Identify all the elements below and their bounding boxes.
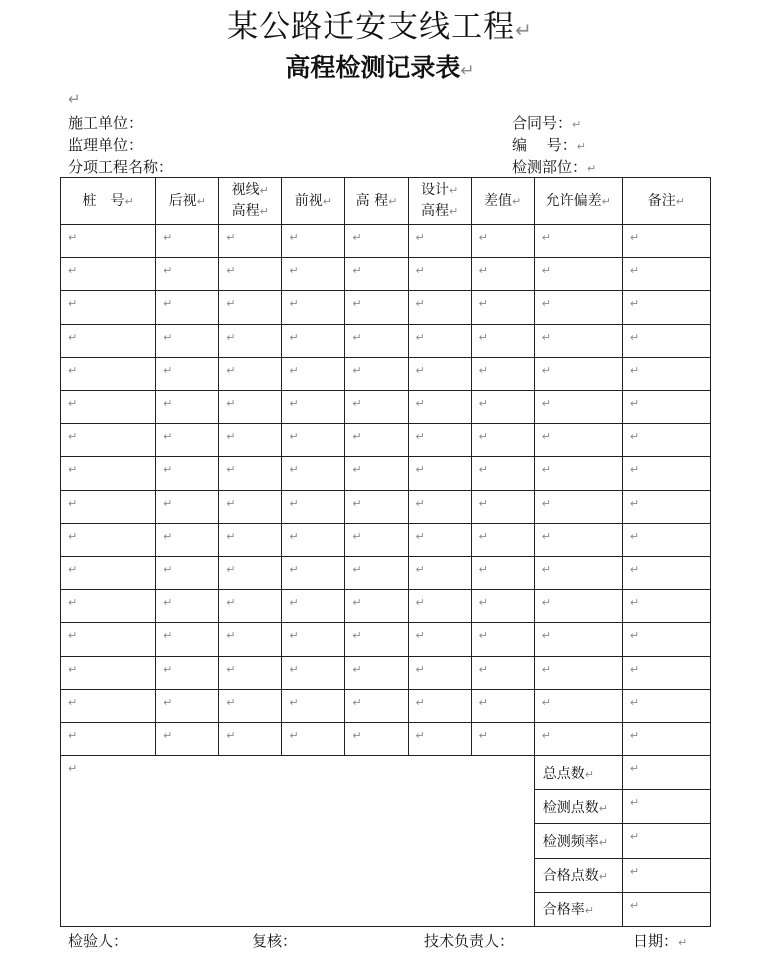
- construction-unit-label: 施工单位：: [68, 114, 144, 132]
- table-cell[interactable]: ↵: [61, 291, 156, 324]
- table-cell[interactable]: ↵: [534, 689, 622, 722]
- table-cell[interactable]: ↵: [471, 357, 534, 390]
- table-cell[interactable]: ↵: [471, 723, 534, 756]
- table-cell[interactable]: ↵: [471, 324, 534, 357]
- table-cell[interactable]: ↵: [471, 523, 534, 556]
- table-cell[interactable]: ↵: [282, 490, 345, 523]
- table-cell[interactable]: ↵: [282, 623, 345, 656]
- table-cell[interactable]: ↵: [345, 291, 408, 324]
- table-cell[interactable]: ↵: [61, 258, 156, 291]
- table-cell[interactable]: ↵: [219, 557, 282, 590]
- table-cell[interactable]: ↵: [61, 656, 156, 689]
- table-cell[interactable]: ↵: [534, 357, 622, 390]
- table-cell[interactable]: ↵: [156, 391, 219, 424]
- table-cell[interactable]: ↵: [156, 523, 219, 556]
- table-cell[interactable]: ↵: [61, 557, 156, 590]
- column-header: 桩 号↵: [61, 178, 156, 225]
- table-cell[interactable]: ↵: [156, 225, 219, 258]
- table-cell[interactable]: ↵: [61, 523, 156, 556]
- table-row: [61, 523, 711, 556]
- date-label: 日期：↵: [633, 932, 688, 950]
- table-cell[interactable]: ↵: [408, 557, 471, 590]
- contract-no-label: 合同号：↵: [512, 114, 582, 132]
- table-cell[interactable]: ↵: [534, 656, 622, 689]
- table-cell[interactable]: ↵: [156, 357, 219, 390]
- table-cell[interactable]: ↵: [345, 557, 408, 590]
- table-cell[interactable]: ↵: [345, 357, 408, 390]
- table-cell[interactable]: ↵: [219, 357, 282, 390]
- table-row: [61, 457, 711, 490]
- document-subtitle: 高程检测记录表↵: [285, 53, 475, 82]
- table-cell[interactable]: ↵: [282, 291, 345, 324]
- table-cell[interactable]: ↵: [408, 424, 471, 457]
- table-cell[interactable]: ↵: [408, 590, 471, 623]
- table-cell[interactable]: ↵: [156, 291, 219, 324]
- table-row: [61, 723, 711, 756]
- table-row: [61, 291, 711, 324]
- table-cell[interactable]: ↵: [61, 225, 156, 258]
- table-cell[interactable]: ↵: [408, 723, 471, 756]
- table-row: [61, 324, 711, 357]
- table-cell[interactable]: ↵: [282, 457, 345, 490]
- table-cell[interactable]: ↵: [282, 225, 345, 258]
- table-cell[interactable]: ↵: [61, 723, 156, 756]
- table-cell[interactable]: ↵: [471, 258, 534, 291]
- table-cell[interactable]: ↵: [345, 391, 408, 424]
- table-cell[interactable]: ↵: [282, 656, 345, 689]
- table-cell[interactable]: ↵: [408, 357, 471, 390]
- table-cell[interactable]: ↵: [219, 490, 282, 523]
- table-cell[interactable]: ↵: [471, 490, 534, 523]
- table-cell[interactable]: ↵: [471, 291, 534, 324]
- table-cell[interactable]: ↵: [622, 723, 710, 756]
- table-cell[interactable]: ↵: [345, 656, 408, 689]
- reviewer-label: 复核：: [252, 932, 298, 950]
- table-cell[interactable]: ↵: [156, 258, 219, 291]
- table-cell[interactable]: ↵: [219, 291, 282, 324]
- table-cell[interactable]: ↵: [534, 225, 622, 258]
- table-cell[interactable]: ↵: [219, 391, 282, 424]
- table-cell[interactable]: ↵: [345, 258, 408, 291]
- table-cell[interactable]: ↵: [219, 689, 282, 722]
- table-cell[interactable]: ↵: [345, 424, 408, 457]
- table-cell[interactable]: ↵: [345, 457, 408, 490]
- document-title: 某公路迁安支线工程↵: [227, 9, 533, 45]
- table-cell[interactable]: ↵: [408, 656, 471, 689]
- table-cell[interactable]: ↵: [408, 457, 471, 490]
- table-cell[interactable]: ↵: [534, 391, 622, 424]
- table-cell[interactable]: ↵: [408, 689, 471, 722]
- table-cell[interactable]: ↵: [61, 490, 156, 523]
- column-header: 后视↵: [156, 178, 219, 225]
- table-cell[interactable]: ↵: [622, 225, 710, 258]
- table-cell[interactable]: ↵: [156, 723, 219, 756]
- column-header: 视线↵ 高程↵: [219, 178, 282, 225]
- table-cell[interactable]: ↵: [345, 324, 408, 357]
- serial-no-label: 编 号：↵: [512, 136, 586, 154]
- table-cell[interactable]: ↵: [61, 457, 156, 490]
- table-cell[interactable]: ↵: [156, 490, 219, 523]
- table-cell[interactable]: ↵: [622, 324, 710, 357]
- supervision-unit-label: 监理单位：: [68, 136, 144, 154]
- table-cell[interactable]: ↵: [61, 357, 156, 390]
- table-cell[interactable]: ↵: [622, 656, 710, 689]
- table-cell[interactable]: ↵: [282, 557, 345, 590]
- summary-label: 总点数↵: [534, 756, 622, 790]
- elevation-record-table: [60, 177, 711, 927]
- table-cell[interactable]: ↵: [622, 457, 710, 490]
- table-cell[interactable]: ↵: [345, 590, 408, 623]
- table-cell[interactable]: ↵: [345, 523, 408, 556]
- table-cell[interactable]: ↵: [622, 391, 710, 424]
- table-row: [61, 357, 711, 390]
- summary-label: 合格率↵: [534, 892, 622, 926]
- table-cell[interactable]: ↵: [622, 490, 710, 523]
- table-cell[interactable]: ↵: [345, 689, 408, 722]
- summary-value[interactable]: ↵: [622, 756, 710, 790]
- table-cell[interactable]: ↵: [282, 590, 345, 623]
- table-cell[interactable]: ↵: [534, 723, 622, 756]
- table-cell[interactable]: ↵: [156, 590, 219, 623]
- table-cell[interactable]: ↵: [219, 324, 282, 357]
- summary-value[interactable]: ↵: [622, 824, 710, 858]
- column-header: 前视↵: [282, 178, 345, 225]
- table-row: [61, 225, 711, 258]
- table-cell[interactable]: ↵: [534, 490, 622, 523]
- table-cell[interactable]: ↵: [156, 324, 219, 357]
- table-cell[interactable]: ↵: [282, 324, 345, 357]
- table-cell[interactable]: ↵: [534, 590, 622, 623]
- inspector-label: 检验人：: [68, 932, 129, 950]
- table-cell[interactable]: ↵: [219, 457, 282, 490]
- table-cell[interactable]: ↵: [408, 258, 471, 291]
- table-cell[interactable]: ↵: [534, 623, 622, 656]
- column-header: 设计↵ 高程↵: [408, 178, 471, 225]
- table-cell[interactable]: ↵: [345, 723, 408, 756]
- table-cell[interactable]: ↵: [219, 723, 282, 756]
- summary-value[interactable]: ↵: [622, 790, 710, 824]
- summary-value[interactable]: ↵: [622, 858, 710, 892]
- table-cell[interactable]: ↵: [471, 590, 534, 623]
- table-row: [61, 258, 711, 291]
- table-cell[interactable]: ↵: [622, 291, 710, 324]
- table-cell[interactable]: ↵: [622, 689, 710, 722]
- table-cell[interactable]: ↵: [622, 557, 710, 590]
- tech-lead-label: 技术负责人：: [424, 932, 515, 950]
- table-cell[interactable]: ↵: [408, 391, 471, 424]
- table-row: [61, 557, 711, 590]
- table-cell[interactable]: ↵: [345, 490, 408, 523]
- table-cell[interactable]: ↵: [534, 424, 622, 457]
- table-cell[interactable]: ↵: [471, 457, 534, 490]
- table-row: [61, 424, 711, 457]
- table-cell[interactable]: ↵: [61, 324, 156, 357]
- table-cell[interactable]: ↵: [156, 689, 219, 722]
- table-cell[interactable]: ↵: [282, 424, 345, 457]
- table-cell[interactable]: ↵: [219, 623, 282, 656]
- table-cell[interactable]: ↵: [408, 291, 471, 324]
- table-cell[interactable]: ↵: [471, 391, 534, 424]
- column-header: 高 程↵: [345, 178, 408, 225]
- table-cell[interactable]: ↵: [408, 324, 471, 357]
- table-cell[interactable]: ↵: [622, 523, 710, 556]
- table-cell[interactable]: ↵: [408, 623, 471, 656]
- column-header: 备注↵: [622, 178, 710, 225]
- table-cell[interactable]: ↵: [534, 523, 622, 556]
- table-cell[interactable]: ↵: [156, 457, 219, 490]
- column-header: 允许偏差↵: [534, 178, 622, 225]
- table-cell[interactable]: ↵: [471, 424, 534, 457]
- table-cell[interactable]: ↵: [408, 523, 471, 556]
- project-name-label: 分项工程名称：: [68, 158, 174, 176]
- table-cell[interactable]: ↵: [471, 623, 534, 656]
- table-cell[interactable]: ↵: [471, 689, 534, 722]
- table-row: [61, 590, 711, 623]
- table-cell[interactable]: ↵: [534, 291, 622, 324]
- table-cell[interactable]: ↵: [219, 656, 282, 689]
- table-cell[interactable]: ↵: [534, 557, 622, 590]
- table-cell[interactable]: ↵: [622, 623, 710, 656]
- table-cell[interactable]: ↵: [282, 723, 345, 756]
- remarks-area[interactable]: ↵: [61, 756, 535, 927]
- summary-label: 检测频率↵: [534, 824, 622, 858]
- table-cell[interactable]: ↵: [61, 689, 156, 722]
- table-cell[interactable]: ↵: [156, 424, 219, 457]
- table-cell[interactable]: ↵: [156, 557, 219, 590]
- table-row: [61, 490, 711, 523]
- table-cell[interactable]: ↵: [61, 424, 156, 457]
- table-cell[interactable]: ↵: [156, 623, 219, 656]
- inspection-part-label: 检测部位：↵: [512, 158, 597, 176]
- table-cell[interactable]: ↵: [534, 324, 622, 357]
- table-cell[interactable]: ↵: [622, 590, 710, 623]
- header-row: [61, 178, 711, 225]
- table-cell[interactable]: ↵: [282, 523, 345, 556]
- table-row: [61, 689, 711, 722]
- table-cell[interactable]: ↵: [219, 523, 282, 556]
- table-cell[interactable]: ↵: [345, 225, 408, 258]
- table-cell[interactable]: ↵: [282, 357, 345, 390]
- table-cell[interactable]: ↵: [534, 457, 622, 490]
- table-cell[interactable]: ↵: [219, 424, 282, 457]
- table-row: [61, 656, 711, 689]
- column-header: 差值↵: [471, 178, 534, 225]
- summary-value[interactable]: ↵: [622, 892, 710, 926]
- summary-row: [61, 756, 711, 790]
- table-cell[interactable]: ↵: [219, 225, 282, 258]
- table-cell[interactable]: ↵: [408, 490, 471, 523]
- table-cell[interactable]: ↵: [282, 689, 345, 722]
- table-cell[interactable]: ↵: [61, 590, 156, 623]
- table-cell[interactable]: ↵: [282, 258, 345, 291]
- table-cell[interactable]: ↵: [622, 424, 710, 457]
- table-cell[interactable]: ↵: [345, 623, 408, 656]
- table-cell[interactable]: ↵: [471, 557, 534, 590]
- table-cell[interactable]: ↵: [61, 391, 156, 424]
- table-cell[interactable]: ↵: [622, 357, 710, 390]
- table-cell[interactable]: ↵: [156, 656, 219, 689]
- table-cell[interactable]: ↵: [534, 258, 622, 291]
- table-cell[interactable]: ↵: [471, 656, 534, 689]
- table-cell[interactable]: ↵: [282, 391, 345, 424]
- table-row: [61, 391, 711, 424]
- table-cell[interactable]: ↵: [408, 225, 471, 258]
- summary-label: 合格点数↵: [534, 858, 622, 892]
- table-cell[interactable]: ↵: [61, 623, 156, 656]
- empty-paragraph-mark: ↵: [68, 90, 81, 108]
- table-cell[interactable]: ↵: [471, 225, 534, 258]
- table-cell[interactable]: ↵: [219, 590, 282, 623]
- table-row: [61, 623, 711, 656]
- summary-label: 检测点数↵: [534, 790, 622, 824]
- table-cell[interactable]: ↵: [219, 258, 282, 291]
- table-cell[interactable]: ↵: [622, 258, 710, 291]
